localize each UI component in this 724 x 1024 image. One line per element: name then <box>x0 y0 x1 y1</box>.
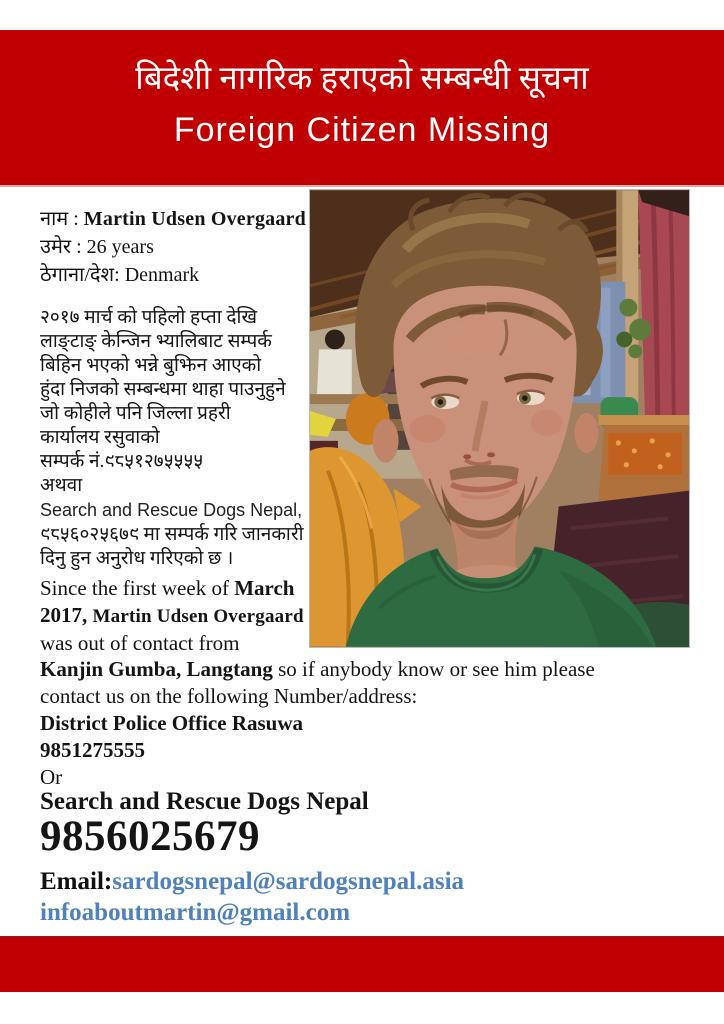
text-segment: was out of contact from <box>40 631 240 655</box>
text-line <box>40 683 595 710</box>
text-segment: District Police Office Rasuwa <box>40 711 304 735</box>
subject-ear-right <box>575 413 599 453</box>
english-notice-contact <box>40 656 595 791</box>
text-segment: २०१७ मार्च को पहिलो हप्ता देखि <box>40 307 257 328</box>
text-segment: अथवा <box>40 475 83 496</box>
english-notice-intro <box>40 575 304 657</box>
poster-title-nepali: बिदेशी नागरिक हराएको सम्बन्धी सूचना <box>135 61 589 97</box>
person-details <box>40 205 306 289</box>
missing-person-photo <box>309 189 690 648</box>
text-line <box>40 710 595 737</box>
text-line <box>40 498 320 523</box>
text-segment: जो कोहीले पनि जिल्ला प्रहरी <box>40 403 231 424</box>
text-line <box>40 402 320 426</box>
text-line <box>40 630 304 657</box>
text-line <box>40 450 320 474</box>
text-segment: Or <box>40 765 63 789</box>
text-segment: हुंदा निजको सम्बन्धमा थाहा पाउनुहुने <box>40 379 286 400</box>
text-segment: so if anybody know or see him please <box>272 657 595 681</box>
name-value: Martin Udsen Overgaard <box>83 208 306 230</box>
text-segment: Search and Rescue Dogs Nepal, <box>40 500 303 520</box>
text-line <box>40 330 320 354</box>
text-segment: बिहिन भएको भन्ने बुझिन आएको <box>40 355 262 376</box>
text-segment: 2017, <box>40 603 88 627</box>
organization-name: Search and Rescue Dogs Nepal <box>40 788 369 815</box>
text-segment: Martin Udsen Overgaard <box>92 606 304 627</box>
text-line <box>40 764 595 791</box>
detail-country <box>40 261 306 289</box>
header-banner <box>0 30 724 187</box>
text-segment: सम्पर्क नं.९८५१२७५५५५ <box>40 451 204 472</box>
poster-title-english: Foreign Citizen Missing <box>173 111 551 149</box>
email-line-2 <box>40 897 464 928</box>
text-segment: Kanjin Gumba, Langtang <box>40 657 273 681</box>
text-segment: ९८५६०२५६७९ मा सम्पर्क गरि जानकारी <box>40 524 304 545</box>
large-phone-number: 9856025679 <box>40 813 260 860</box>
text-line <box>40 575 304 602</box>
subject-ear-left <box>373 419 399 463</box>
age-label: उमेर : <box>40 236 87 258</box>
email-address-secondary: infoaboutmartin@gmail.com <box>40 899 351 926</box>
text-segment: March <box>234 576 295 600</box>
text-line <box>40 378 320 402</box>
email-line-1 <box>40 866 464 897</box>
detail-age <box>40 233 306 261</box>
email-label: Email: <box>40 868 113 895</box>
nepali-notice <box>40 306 320 571</box>
photo-illustration <box>310 190 689 647</box>
footer-bar <box>0 936 724 992</box>
email-address-primary: sardogsnepal@sardogsnepal.asia <box>112 868 465 895</box>
country-value: Denmark <box>124 264 200 286</box>
name-label: नाम : <box>40 208 84 230</box>
text-line <box>40 306 320 330</box>
age-value: 26 years <box>86 236 154 258</box>
email-block <box>40 866 464 928</box>
text-line <box>40 523 320 547</box>
text-line <box>40 547 320 571</box>
text-line <box>40 474 320 498</box>
text-segment: Since the first week of <box>40 576 235 600</box>
text-line <box>40 737 595 764</box>
text-line <box>40 602 304 630</box>
country-label: ठेगाना/देश: <box>40 264 125 286</box>
text-segment: contact us on the following Number/address: <box>40 684 418 708</box>
text-line <box>40 354 320 378</box>
text-line <box>40 426 320 450</box>
text-segment: दिनु हुन अनुरोध गरिएको छ । <box>40 548 234 569</box>
detail-name <box>40 205 306 233</box>
text-segment: लाङ्टाङ् केन्जिन भ्यालिबाट सम्पर्क <box>40 331 272 352</box>
text-line <box>40 656 595 683</box>
text-segment: 9851275555 <box>40 738 145 762</box>
text-segment: कार्यालय रसुवाको <box>40 427 160 448</box>
